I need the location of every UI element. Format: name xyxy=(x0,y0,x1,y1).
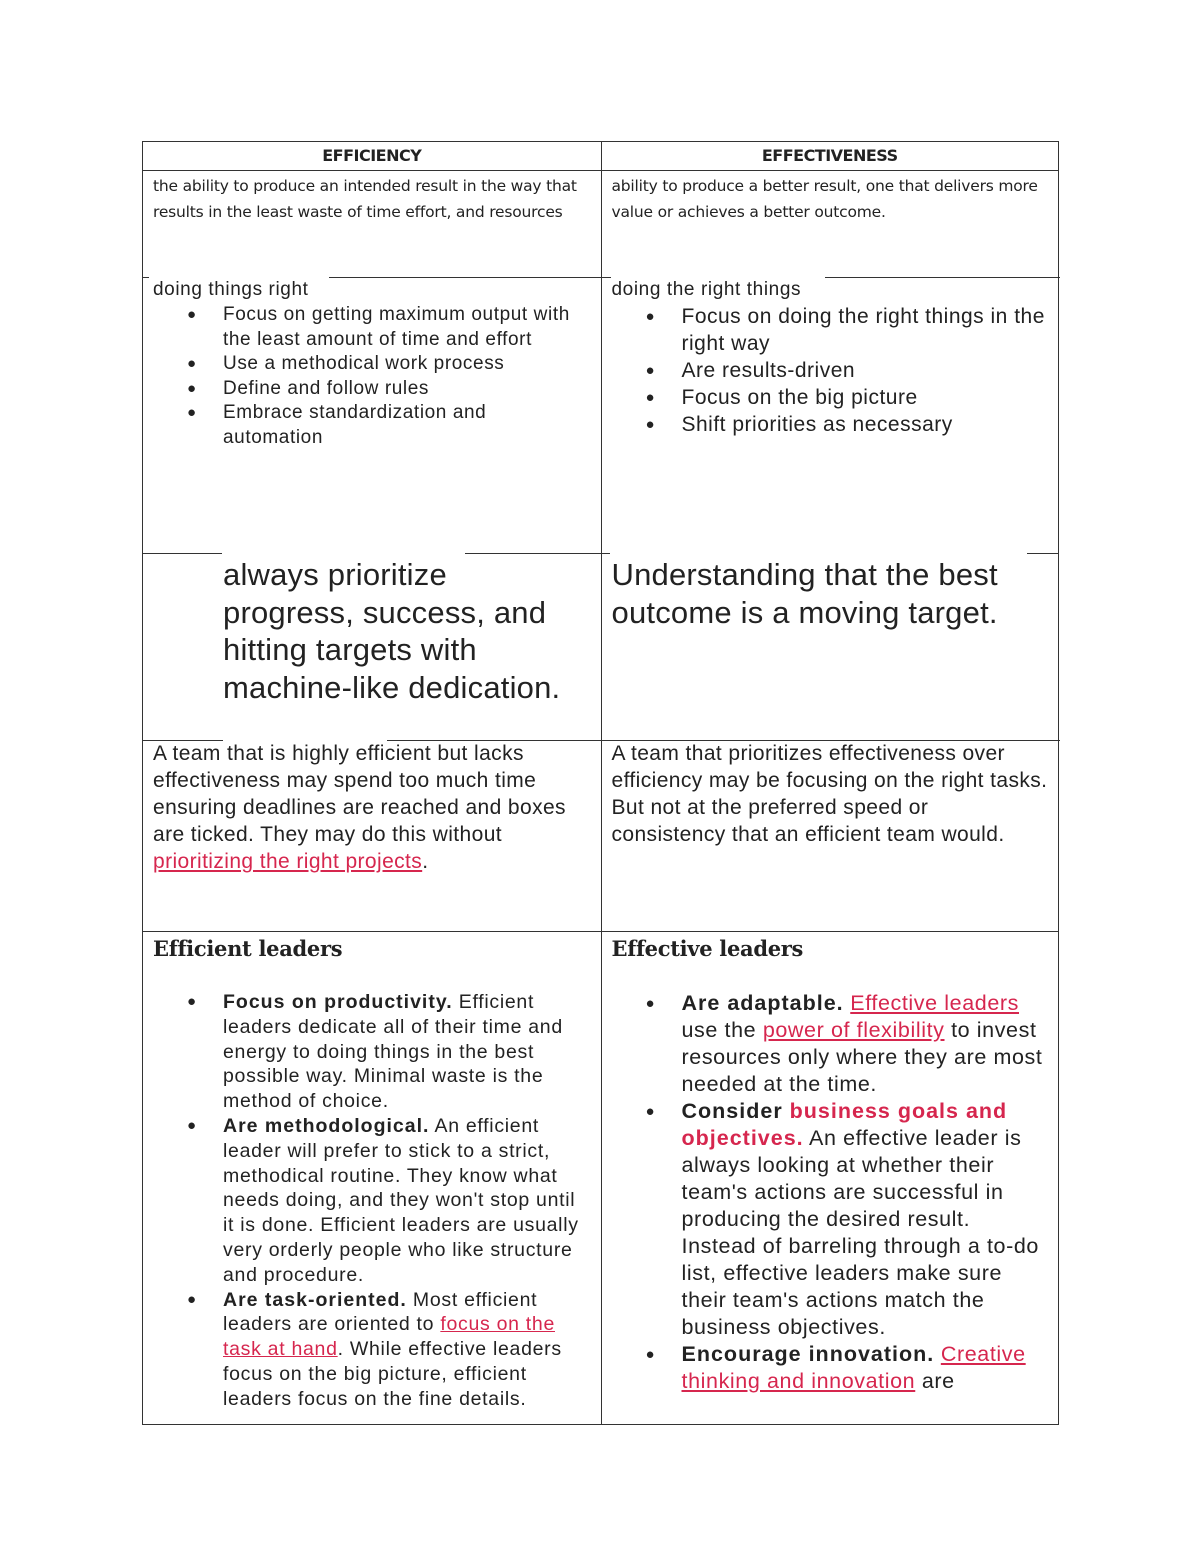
creative-thinking-link[interactable]: Creative thinking and innovation xyxy=(681,1342,1026,1393)
list-item-text: Focus on doing the right things in the right way xyxy=(681,305,1045,355)
bullet-icon: ● xyxy=(645,416,656,433)
list-item-text: Embrace standardization and automation xyxy=(223,402,487,448)
definition-row xyxy=(142,171,1059,277)
list-item xyxy=(153,990,591,1114)
business-goals-text: business goals and objectives. xyxy=(681,1099,1008,1150)
traits-effectiveness-list xyxy=(612,303,1049,438)
list-item xyxy=(153,377,591,402)
definition-effectiveness-cell xyxy=(601,171,1059,277)
item-heading: Are task-oriented. xyxy=(223,1288,407,1311)
bullet-icon: ● xyxy=(187,379,197,397)
list-item xyxy=(612,303,1049,357)
effective-leaders-list xyxy=(612,990,1049,1395)
item-text: use the xyxy=(681,1018,763,1042)
effective-leaders-link[interactable]: Effective leaders xyxy=(850,991,1020,1015)
bullet-icon: ● xyxy=(645,362,656,379)
list-item xyxy=(612,357,1049,384)
traits-efficiency-list xyxy=(153,303,591,450)
header-row xyxy=(142,141,1059,171)
list-item-text: Use a methodical work process xyxy=(223,353,505,374)
traits-row xyxy=(142,303,1059,554)
motto-row xyxy=(142,554,1059,740)
efficient-leaders-list xyxy=(153,990,591,1412)
item-text-after: are xyxy=(915,1369,955,1393)
motto-effectiveness: Understanding that the best outcome is a moving target. xyxy=(611,557,998,630)
list-item xyxy=(153,352,591,377)
team-efficiency-body: A team that is highly efficient but lacks effectiveness may spend too much time ensuring deadlines are reached and boxes are ticked. They may do this without xyxy=(153,742,566,846)
comparison-table xyxy=(142,141,1059,1425)
motto-efficiency-cell xyxy=(143,554,601,740)
item-text: Most efficient leaders are oriented to xyxy=(223,1288,538,1336)
list-item xyxy=(153,303,591,352)
item-text: Efficient leaders dedicate all of their time and energy to doing things in the best possible way. Minimal waste is the method of choice. xyxy=(223,991,563,1113)
list-item-text: Shift priorities as necessary xyxy=(681,413,953,436)
bullet-icon: ● xyxy=(187,355,197,372)
definition-efficiency: the ability to produce an intended result in the way that results in the least waste of time effort, and resources xyxy=(153,177,577,221)
team-efficiency-end: . xyxy=(422,850,429,873)
list-item-text: Define and follow rules xyxy=(223,377,430,399)
item-text-after: . While effective leaders focus on the big picture, efficient leaders focus on the fine details. xyxy=(223,1338,562,1410)
bullet-icon: ● xyxy=(187,404,197,421)
team-row xyxy=(142,740,1059,931)
motto-efficiency: always prioritize progress, success, and hitting targets with machine-like dedication. xyxy=(223,557,561,705)
task-at-hand-link[interactable]: focus on the task at hand xyxy=(223,1313,555,1361)
tagline-effectiveness: doing the right things xyxy=(611,279,802,300)
motto-effectiveness-cell xyxy=(601,554,1059,740)
traits-effectiveness-cell xyxy=(601,303,1059,554)
motto-effectiveness-box xyxy=(612,554,1049,740)
list-item xyxy=(153,1114,591,1288)
bullet-icon: ● xyxy=(187,1290,197,1308)
bullet-icon: ● xyxy=(187,1116,197,1134)
tagline-effectiveness-cell xyxy=(601,277,1059,303)
bullet-icon: ● xyxy=(645,308,656,325)
header-efficiency: EFFICIENCY xyxy=(322,146,422,165)
list-item xyxy=(153,1288,591,1412)
effective-leaders-cell xyxy=(601,932,1059,1424)
item-heading: Are methodological. xyxy=(223,1114,430,1137)
item-text: An efficient leader will prefer to stick to a strict, methodical routine. They know what needs doing, and they won't stop until it is done. Efficient leaders are usually very orderly people who like structure and procedure. xyxy=(223,1114,579,1286)
header-effectiveness: EFFECTIVENESS xyxy=(601,142,1059,170)
tagline-efficiency-cell xyxy=(143,277,601,303)
list-item-text: Focus on getting maximum output with the least amount of time and effort xyxy=(223,304,570,350)
leaders-row xyxy=(142,931,1059,1425)
item-heading: Focus on productivity. xyxy=(223,991,453,1013)
item-text-after: to invest resources only where they are most needed at the time. xyxy=(681,1018,1043,1096)
motto-efficiency-box xyxy=(153,554,591,740)
team-effectiveness-cell xyxy=(601,740,1059,931)
definition-efficiency-cell xyxy=(143,171,601,277)
bullet-icon: ● xyxy=(645,1346,656,1363)
bullet-icon: ● xyxy=(645,1103,656,1120)
list-item-text: Are results-driven xyxy=(681,359,856,382)
efficient-leaders-title: Efficient leaders xyxy=(153,936,343,961)
efficient-leaders-cell xyxy=(143,932,601,1424)
item-heading: Are adaptable. xyxy=(681,991,844,1015)
list-item xyxy=(153,401,591,450)
effective-leaders-title: Effective leaders xyxy=(611,936,804,961)
list-item xyxy=(612,990,1049,1098)
bullet-icon: ● xyxy=(187,306,197,323)
bullet-icon: ● xyxy=(187,993,197,1010)
list-item-text: Focus on the big picture xyxy=(681,386,918,409)
bullet-icon: ● xyxy=(645,389,656,406)
definition-effectiveness: ability to produce a better result, one that delivers more value or achieves a better outcome. xyxy=(611,177,1038,221)
list-item xyxy=(612,1098,1049,1341)
item-text-after: An effective leader is always looking at whether their team's actions are successful in producing the desired result. Instead of barreling through a to-do list, effective leaders make sure their team's actions match the business objectives. xyxy=(681,1126,1039,1339)
team-efficiency-text xyxy=(153,740,591,875)
item-heading: Consider xyxy=(681,1099,790,1123)
traits-efficiency-cell xyxy=(143,303,601,554)
item-heading: Encourage innovation. xyxy=(681,1342,935,1366)
tagline-row xyxy=(142,277,1059,303)
list-item xyxy=(612,384,1049,411)
prioritizing-projects-link[interactable]: prioritizing the right projects xyxy=(153,850,423,873)
team-effectiveness-text: A team that prioritizes effectiveness over efficiency may be focusing on the right tasks. But not at the preferred speed or consistency that an efficient team would. xyxy=(611,742,1048,846)
team-efficiency-cell xyxy=(143,740,601,931)
power-of-flexibility-link[interactable]: power of flexibility xyxy=(762,1018,945,1042)
bullet-icon: ● xyxy=(645,995,656,1012)
list-item xyxy=(612,411,1049,438)
tagline-efficiency: doing things right xyxy=(153,279,309,300)
list-item xyxy=(612,1341,1049,1395)
